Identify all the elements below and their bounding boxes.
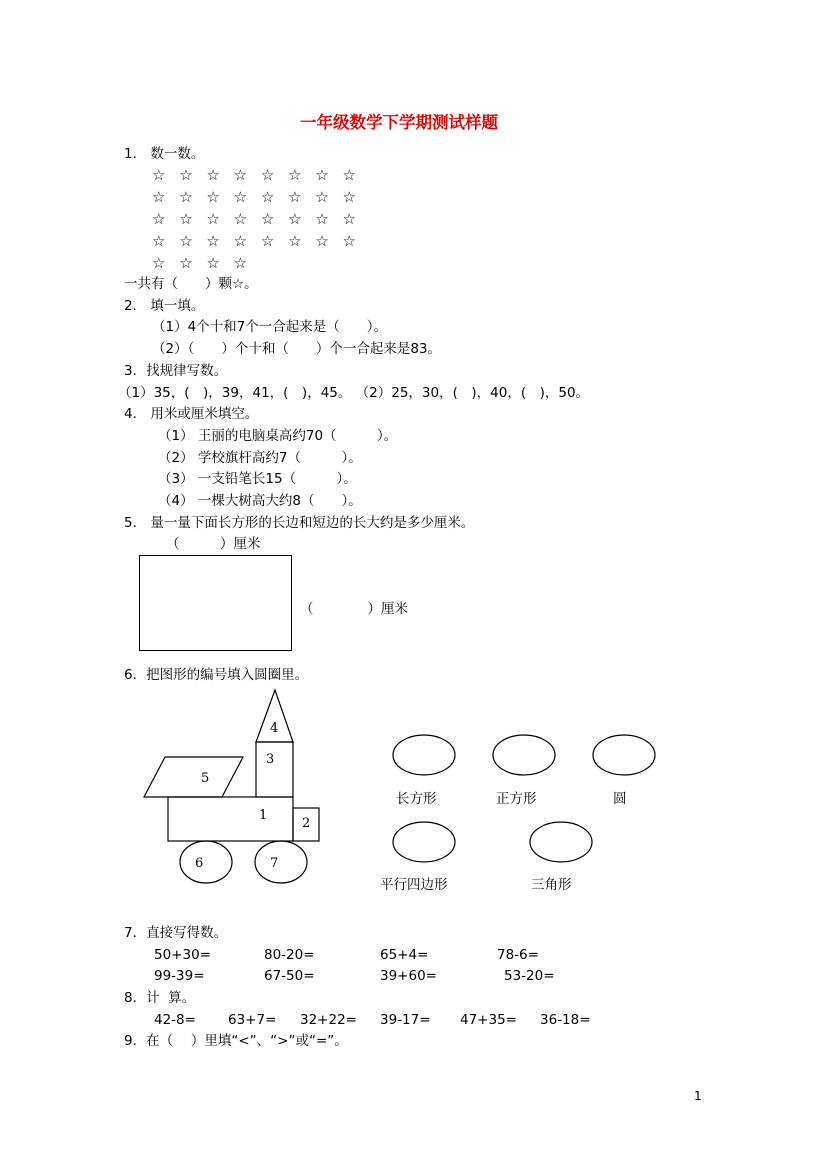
shape-number: 3 — [266, 752, 275, 767]
q7-heading: 7．直接写得数。 — [124, 925, 228, 941]
star-row: ☆ ☆ ☆ ☆ ☆ ☆ ☆ ☆ — [152, 166, 356, 184]
q8-problem: 39-17= — [380, 1012, 431, 1028]
answer-oval-triangle[interactable] — [530, 822, 592, 862]
star-row: ☆ ☆ ☆ ☆ — [152, 254, 248, 272]
q7-problem: 78-6= — [497, 947, 539, 963]
q8-problem: 36-18= — [540, 1012, 591, 1028]
q6-heading: 6．把图形的编号填入圆圈里。 — [124, 667, 309, 683]
star-row: ☆ ☆ ☆ ☆ ☆ ☆ ☆ ☆ — [152, 232, 356, 250]
q7-problem: 67-50= — [264, 968, 315, 984]
q8-heading: 8．计 算。 — [124, 990, 196, 1006]
shape-number: 7 — [270, 856, 279, 871]
q8-problem: 42-8= — [154, 1012, 196, 1028]
circle-shape-7 — [255, 841, 307, 883]
answer-oval-parallelogram[interactable] — [393, 822, 455, 862]
q4-item: （4） 一棵大树高大约8（ ）。 — [158, 493, 362, 509]
answer-oval-rectangle[interactable] — [393, 735, 455, 775]
q4-item: （1） 王丽的电脑桌高约70（ ）。 — [158, 428, 398, 444]
square-shape-3 — [256, 742, 293, 797]
q4-item: （2） 学校旗杆高约7（ ）。 — [158, 450, 362, 466]
shape-number: 1 — [259, 808, 268, 823]
answer-oval-circle[interactable] — [593, 735, 655, 775]
shape-number: 6 — [195, 856, 204, 871]
answer-oval-square[interactable] — [493, 735, 555, 775]
category-label: 平行四边形 — [380, 877, 448, 893]
q7-problem: 50+30= — [154, 947, 211, 963]
q4-heading: 4． 用米或厘米填空。 — [124, 406, 259, 422]
parallelogram-shape-5 — [144, 757, 243, 797]
q8-problem: 47+35= — [460, 1012, 517, 1028]
q5-side-label: （ ）厘米 — [300, 601, 408, 617]
page-title: 一年级数学下学期测试样题 — [300, 113, 498, 132]
q2-item: （2）（ ）个十和（ ）个一合起来是83。 — [152, 341, 442, 357]
star-row: ☆ ☆ ☆ ☆ ☆ ☆ ☆ ☆ — [152, 210, 356, 228]
q7-problem: 53-20= — [504, 968, 555, 984]
q1-answer-line: 一共有（ ）颗☆。 — [124, 276, 258, 292]
q1-heading: 1． 数一数。 — [124, 146, 205, 162]
q2-heading: 2． 填一填。 — [124, 298, 205, 314]
q3-heading: 3．找规律写数。 — [124, 363, 228, 379]
category-label: 三角形 — [531, 877, 572, 893]
q8-problem: 63+7= — [228, 1012, 277, 1028]
q7-problem: 99-39= — [154, 968, 205, 984]
rectangle-shape-1 — [168, 797, 293, 841]
q9-heading: 9．在（ ）里填“<”、“>”或“=”。 — [124, 1033, 348, 1049]
q8-problem: 32+22= — [300, 1012, 357, 1028]
q7-problem: 80-20= — [264, 947, 315, 963]
category-label: 长方形 — [396, 791, 437, 807]
q7-problem: 65+4= — [380, 947, 429, 963]
circle-shape-6 — [180, 841, 232, 883]
q5-top-label: （ ）厘米 — [166, 536, 261, 552]
category-label: 圆 — [613, 791, 627, 807]
shape-number: 5 — [201, 771, 210, 786]
q3-line: （1）35，( )，39，41，( )，45。 （2）25，30，( )，40，( )，50。 — [118, 385, 590, 401]
q7-problem: 39+60= — [380, 968, 437, 984]
shape-number: 4 — [270, 721, 279, 736]
category-label: 正方形 — [496, 791, 537, 807]
q5-heading: 5． 量一量下面长方形的长边和短边的长大约是多少厘米。 — [124, 515, 475, 531]
shape-number: 2 — [302, 816, 311, 831]
star-row: ☆ ☆ ☆ ☆ ☆ ☆ ☆ ☆ — [152, 188, 356, 206]
page-number: 1 — [694, 1089, 702, 1103]
q4-item: （3） 一支铅笔长15（ ）。 — [158, 471, 357, 487]
q2-item: （1）4个十和7个一合起来是（ ）。 — [152, 319, 388, 335]
